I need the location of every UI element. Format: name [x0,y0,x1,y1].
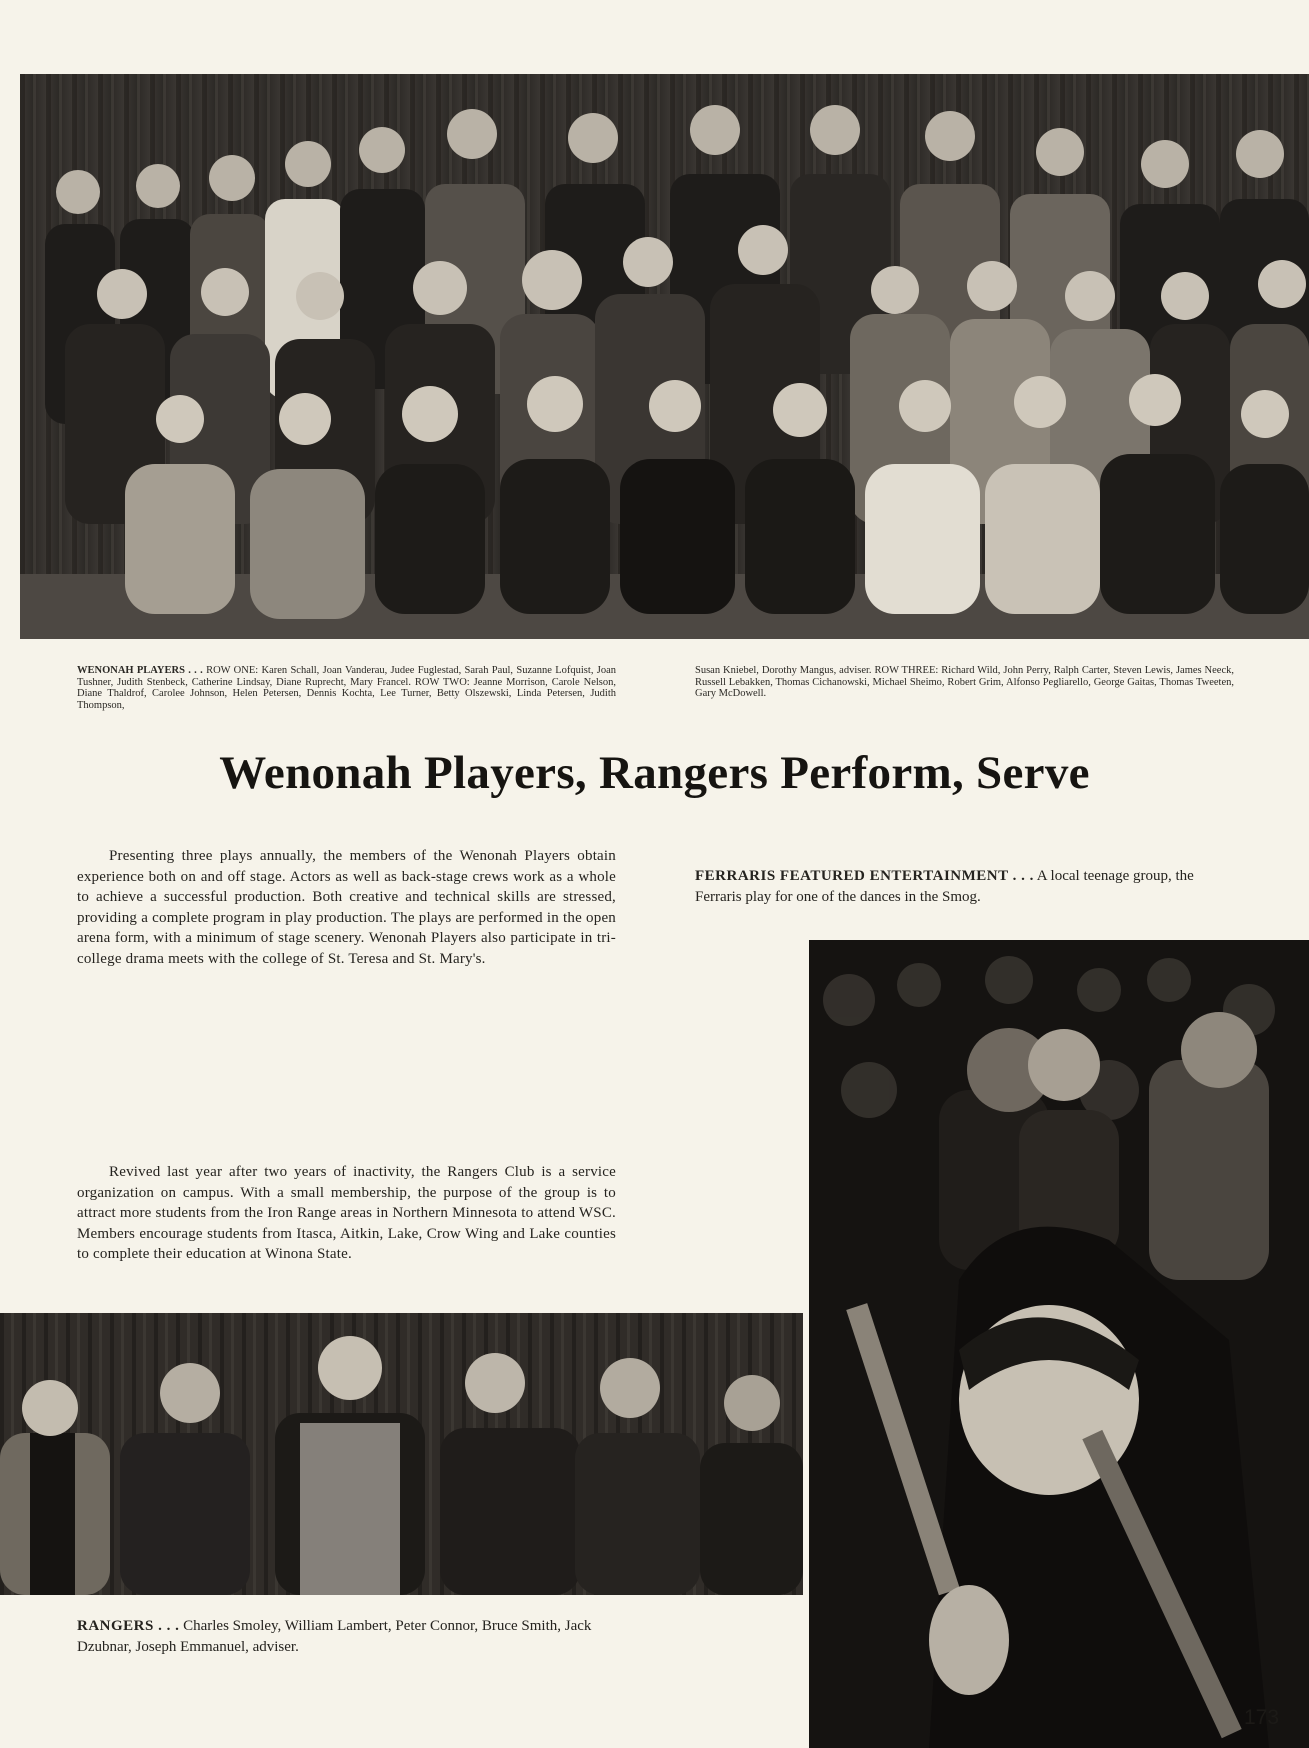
rangers-caption-lead: RANGERS . . . [77,1618,180,1634]
wenonah-players-photo-art [20,74,1309,639]
ferraris-caption-text: A local teenage group, the Ferraris play for one of the dances in the Smog. [695,868,1194,905]
rangers-group-photo-art [0,1313,803,1595]
wenonah-players-caption-left [77,665,616,711]
page-headline: Wenonah Players, Rangers Perform, Serve [219,747,1090,799]
wenonah-players-caption-right [695,665,1234,700]
wenonah-players-article: Presenting three plays annually, the members of the Wenonah Players obtain experience both on and off stage. Actors as well as back-stage crews work as a whole to achieve a successful production. Both creative and technical skills are stressed, providing a complete program in play production. The plays are performed in the open arena form, with a minimum of stage scenery. Wenonah Players also participate in tri-college drama meets with the college of St. Teresa and St. Mary's. [77,848,616,967]
ferraris-band-photo [809,940,1309,1748]
rangers-caption-names: Charles Smoley, William Lambert, Peter Connor, Bruce Smith, Jack Dzubnar, Joseph Emmanuel, adviser. [77,1618,592,1655]
wenonah-caption-lead: WENONAH PLAYERS . . . [77,665,203,676]
wenonah-players-photo [20,74,1309,639]
ferraris-caption [695,866,1235,907]
page-number: 173 [1244,1706,1280,1729]
ferraris-band-photo-art [809,940,1309,1748]
wenonah-caption-rows: ROW ONE: Karen Schall, Joan Vanderau, Judee Fuglestad, Sarah Paul, Suzanne Lofquist, Joan Tushner, Judith Stenbeck, Catherine Lindsay, Diane Ruprecht, Mary Francel. ROW TWO: Jeanne Morrison, Carole Nelson, Diane Thaldrof, Carolee Johnson, Helen Petersen, Dennis Kochta, Lee Turner, Betty Olszewski, Linda Petersen, Judith Thompson, [77,665,616,711]
wenonah-caption-rows-continued: Susan Kniebel, Dorothy Mangus, adviser. ROW THREE: Richard Wild, John Perry, Ralph Carter, Steven Lewis, James Neeck, Russell Lebakken, Thomas Cichanowski, Michael Sheimo, Robert Grim, Alfonso Pegliarello, George Gaitas, Thomas Tweeten, Gary McDowell. [695,665,1234,699]
rangers-caption [77,1616,614,1657]
rangers-article: Revived last year after two years of inactivity, the Rangers Club is a service organization on campus. With a small membership, the purpose of the group is to attract more students from the Iron Range areas in Northern Minnesota to attend WSC. Members encourage students from Itasca, Aitkin, Lake, Crow Wing and Lake counties to complete their education at Winona State. [77,1164,616,1262]
rangers-group-photo [0,1313,803,1595]
ferraris-caption-lead: FERRARIS FEATURED ENTERTAINMENT . . . [695,868,1034,884]
